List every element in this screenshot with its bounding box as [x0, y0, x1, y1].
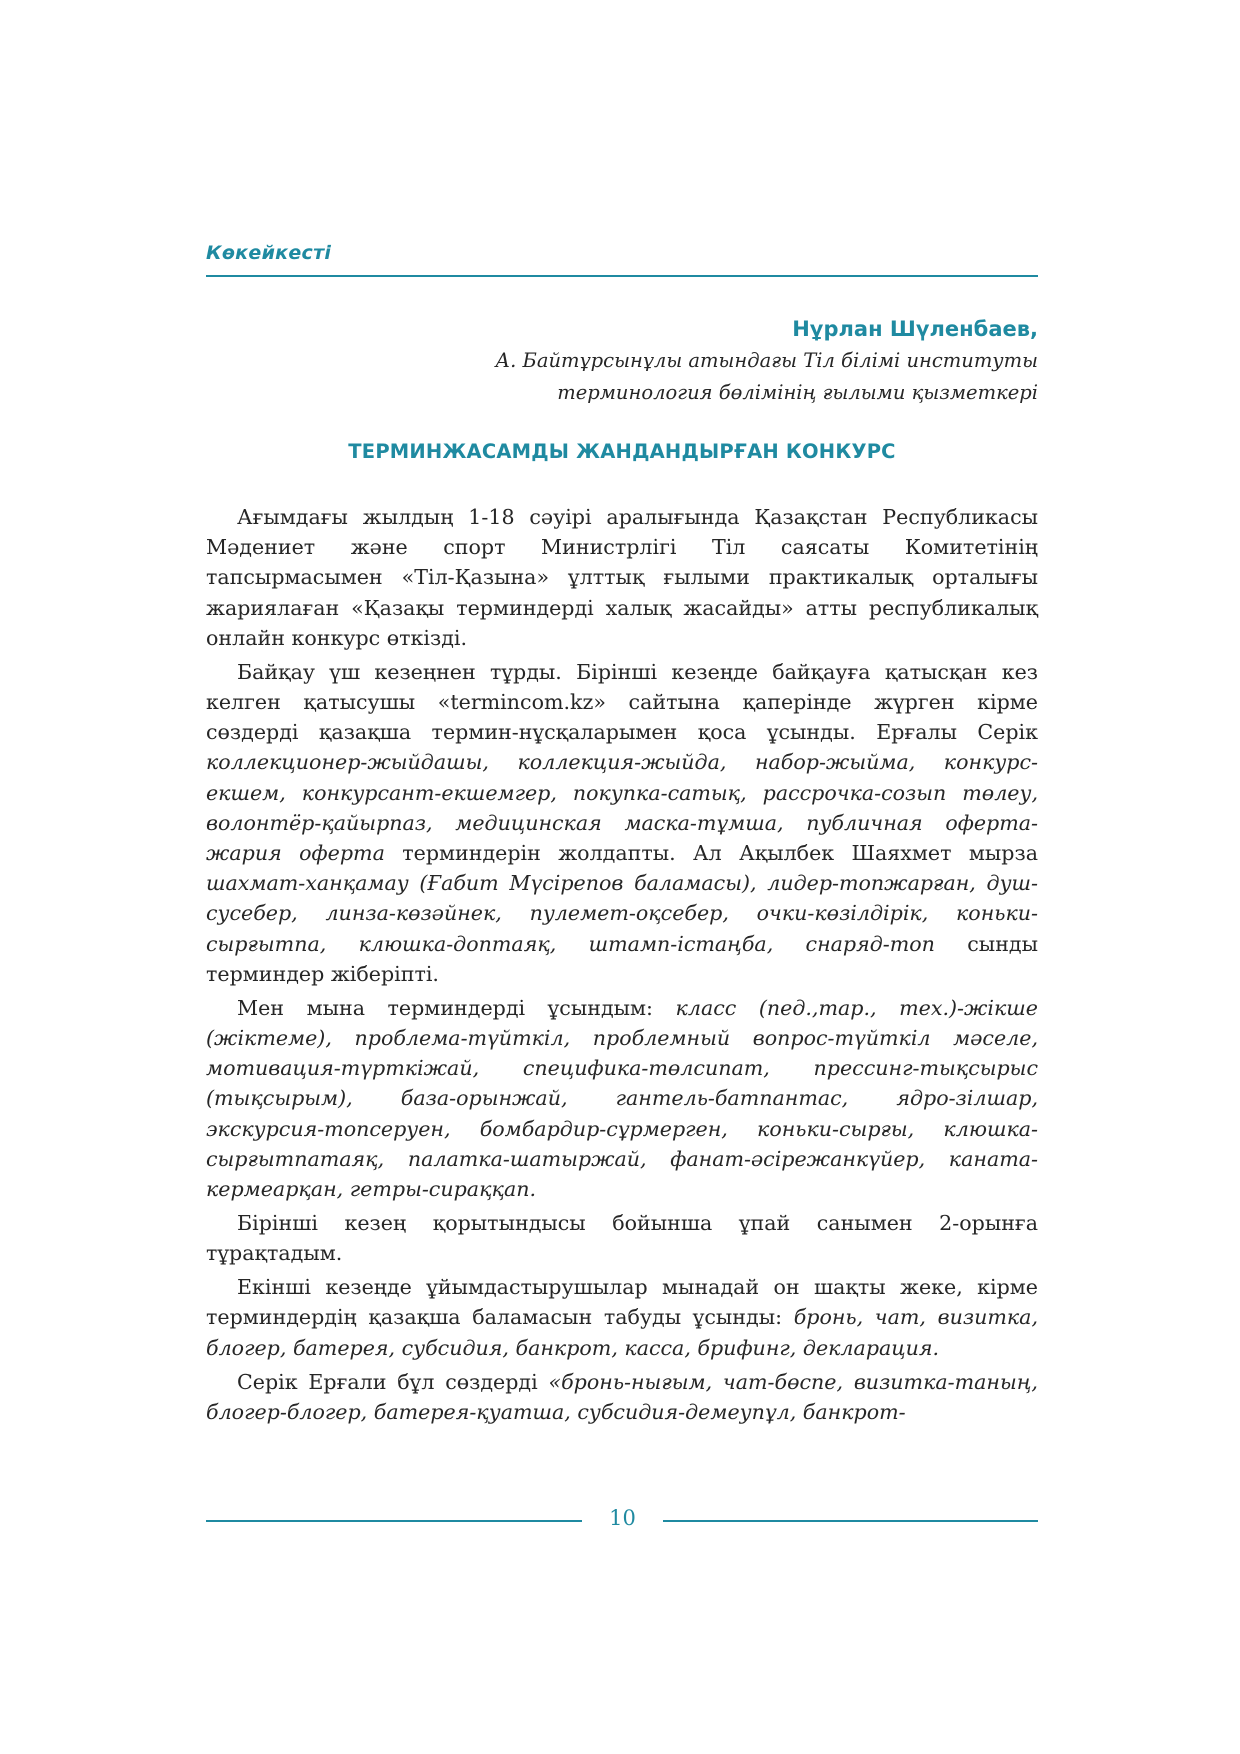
header-divider	[206, 275, 1038, 277]
text-run: Серік Ерғали бұл сөздерді	[237, 1369, 549, 1394]
body-paragraph	[206, 502, 1038, 653]
author-name: Нұрлан Шүленбаев,	[792, 317, 1038, 341]
author-affiliation-line-2: терминология бөлімінің ғылыми қызметкері	[557, 381, 1038, 404]
footer-divider-right	[663, 1520, 1038, 1522]
author-affiliation-line-1: А. Байтұрсынұлы атындағы Тіл білімі институты	[495, 349, 1038, 372]
italic-term-run: класс (пед.,тар., тех.)-жікше (жіктеме), проблема-түйткіл, проблемный вопрос-түйткіл мәселе, мотивация-түрткіжай, специфика-төлсипат, прессинг-тықсырыс (тықсырым), база-орынжай, гантель-батпантас, ядро-зілшар, экскурсия-топсеруен, бомбардир-сұрмерген, коньки-сырғы, клюшка-сырғытпатаяқ, палатка-шатыржай, фанат-әсірежанкүйер, каната-кермеарқан, гетры-сираққап.	[206, 995, 1038, 1202]
article-body	[206, 502, 1038, 1431]
text-run: Екінші кезеңде ұйымдастырушылар мынадай он шақты жеке, кірме терминдердің қазақша баламасын табуды ұсынды:	[206, 1275, 1038, 1330]
author-block	[206, 313, 1038, 409]
text-run: терминдерін жолдапты. Ал Ақылбек Шаяхмет мырза	[384, 841, 1038, 866]
body-paragraph	[206, 1208, 1038, 1268]
body-paragraph	[206, 1367, 1038, 1427]
text-run: сынды терминдер жіберіпті.	[206, 931, 1038, 986]
italic-term-run: «бронь-нығым, чат-бөспе, визитка-таның, блогер-блогер, батерея-қуатша, субсидия-демеупұл, банкрот-	[206, 1369, 1038, 1424]
italic-term-run: бронь, чат, визитка, блогер, батерея, субсидия, банкрот, касса, брифинг, декларация.	[206, 1305, 1039, 1360]
footer-divider-left	[206, 1520, 582, 1522]
body-paragraph	[206, 1272, 1038, 1363]
page-number: 10	[609, 1506, 636, 1530]
body-paragraph	[206, 657, 1038, 989]
text-run: Мен мына терминдерді ұсындым:	[237, 995, 676, 1020]
text-run: Байқау үш кезеңнен тұрды. Бірінші кезеңде байқауға қатысқан кез келген қатысушы «termincom.kz» сайтына қаперінде жүрген кірме сөздерді қазақша термин-нұсқаларымен қоса ұсынды. Ерғалы Серік	[206, 659, 1038, 745]
text-run: Ағымдағы жылдың 1-18 сәуірі аралығында Қазақстан Республикасы Мәдениет және спорт Министрлігі Тіл саясаты Комитетінің тапсырмасымен «Тіл-Қазына» ұлттық ғылыми практикалық орталығы жариялаған «Қазақы терминдерді халық жасайды» атты республикалық онлайн конкурс өткізді.	[206, 505, 1038, 650]
italic-term-run: шахмат-ханқамау (Ғабит Мүсірепов баламасы), лидер-топжарған, душ-сусебер, линза-көзәйнек, пулемет-оқсебер, очки-көзілдірік, коньки-сырғытпа, клюшка-доптаяқ, штамп-істаңба, снаряд-топ	[206, 871, 1038, 956]
section-header: Көкейкесті	[206, 242, 332, 264]
article-title: ТЕРМИНЖАСАМДЫ ЖАНДАНДЫРҒАН КОНКУРС	[348, 440, 896, 463]
text-run: Бірінші кезең қорытындысы бойынша ұпай санымен 2-орынға тұрақтадым.	[206, 1211, 1038, 1266]
italic-term-run: коллекционер-жыйдашы, коллекция-жыйда, набор-жыйма, конкурс-екшем, конкурсант-екшемгер, покупка-сатық, рассрочка-созып төлеу, волонтёр-қайырпаз, медицинская маска-тұмша, публичная оферта-жария оферта	[206, 750, 1038, 866]
body-paragraph	[206, 993, 1038, 1204]
